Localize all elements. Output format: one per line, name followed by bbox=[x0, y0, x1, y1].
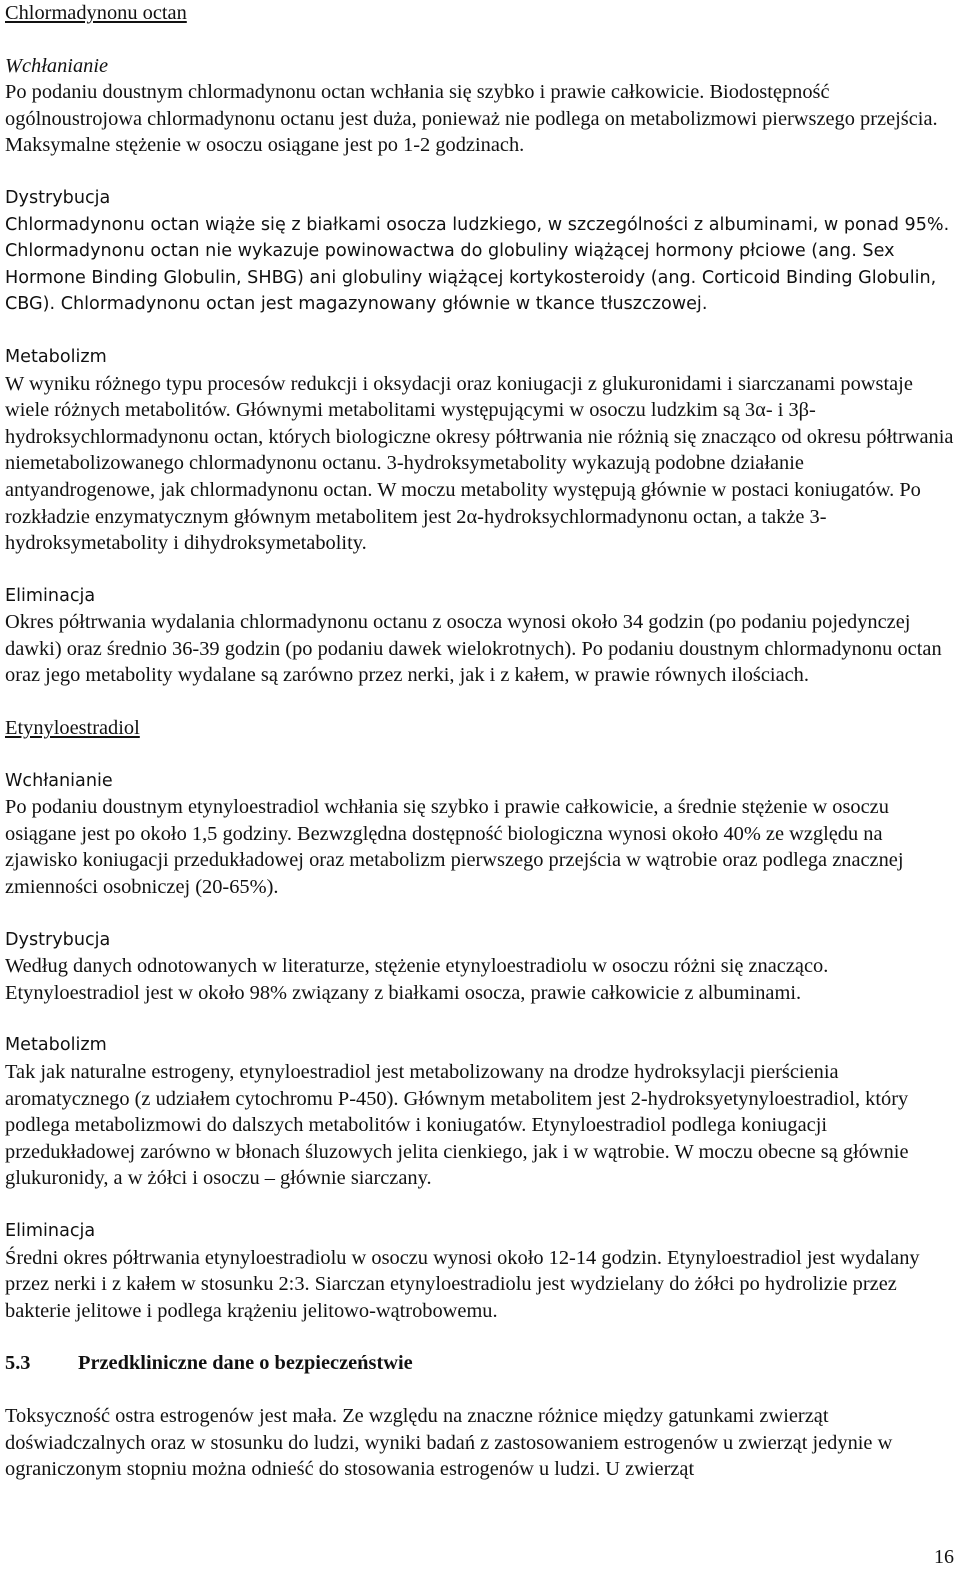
absorption-heading: Wchłanianie bbox=[5, 54, 109, 77]
absorption-heading: Wchłanianie bbox=[5, 770, 113, 791]
section-number: 5.3 bbox=[5, 1352, 31, 1375]
metabolism-text: Tak jak naturalne estrogeny, etynyloestradiol jest metabolizowany na drodze hydroksylacji pierścienia aromatycznego (z udziałem cytochromu P-450). Głównym metabolitem jest 2-hydroksyetynyloestradiol, który podlega metabolizmowi do dalszych metabolitów i koniugatów. Etynyloestradiol podlega koniugacji przedukładowej zarówno w błonach śluzowych jelita cienkiego, jak i w wątrobie. W moczu obecne są głównie glukuronidy, a w żółci i osoczu – głównie siarczany. bbox=[5, 1061, 909, 1190]
chlormadinone-absorption bbox=[5, 53, 955, 159]
elimination-heading: Eliminacja bbox=[5, 1220, 96, 1241]
metabolism-heading: Metabolizm bbox=[5, 346, 107, 367]
document-page bbox=[5, 0, 955, 1483]
absorption-text: Po podaniu doustnym etynyloestradiol wchłania się szybko i prawie całkowicie, a średnie stężenie w osoczu osiągane jest po około 1,5 godziny. Bezwzględna dostępność biologiczna wynosi około 40% ze względu na zjawisko koniugacji przedukładowej oraz metabolizm pierwszego przejścia w wątrobie oraz podlega znacznej zmienności osobniczej (20-65%). bbox=[5, 796, 904, 899]
ethinylestradiol-title: Etynyloestradiol bbox=[5, 717, 140, 740]
elimination-heading: Eliminacja bbox=[5, 585, 96, 606]
ethinylestradiol-absorption bbox=[5, 768, 955, 901]
ethinylestradiol-distribution bbox=[5, 927, 955, 1007]
ethinylestradiol-metabolism bbox=[5, 1032, 955, 1192]
metabolism-heading: Metabolizm bbox=[5, 1035, 107, 1056]
elimination-text: Okres półtrwania wydalania chlormadynonu octanu z osocza wynosi około 34 godzin (po podaniu pojedynczej dawki) oraz średnio 36-39 godzin (po podaniu dawek wielokrotnych). Po podaniu doustnym chlormadynonu octan oraz jego metabolity wydalane są zarówno przez nerki, jak i z kałem, w prawie równych ilościach. bbox=[5, 611, 942, 687]
absorption-text: Po podaniu doustnym chlormadynonu octan wchłania się szybko i prawie całkowicie. Biodostępność ogólnoustrojowa chlormadynonu octanu jest duża, ponieważ nie podlega on metabolizmowi pierwszego przejścia. Maksymalne stężenie w osoczu osiągane jest po 1-2 godzinach. bbox=[5, 81, 938, 157]
chlormadinone-metabolism bbox=[5, 344, 955, 557]
page-number: 16 bbox=[934, 1546, 954, 1568]
ethinylestradiol-elimination bbox=[5, 1218, 955, 1324]
distribution-heading: Dystrybucja bbox=[5, 929, 111, 950]
distribution-text: Chlormadynonu octan wiąże się z białkami osocza ludzkiego, w szczególności z albuminami, w ponad 95%. Chlormadynonu octan nie wykazuje powinowactwa do globuliny wiążącej hormony płciowe (ang. Sex Hormone Binding Globulin, SHBG) ani globuliny wiążącej kortykosteroidy (ang. Corticoid Binding Globulin, CBG). Chlormadynonu octan jest magazynowany głównie w tkance tłuszczowej. bbox=[5, 214, 950, 315]
distribution-heading: Dystrybucja bbox=[5, 187, 111, 208]
chlormadinone-title: Chlormadynonu octan bbox=[5, 2, 187, 24]
section-title: Przedkliniczne dane o bezpieczeństwie bbox=[78, 1352, 413, 1375]
elimination-text: Średni okres półtrwania etynyloestradiolu w osoczu wynosi około 12-14 godzin. Etynyloestradiol jest wydalany przez nerki i z kałem w stosunku 2:3. Siarczan etynyloestradiolu jest wydzielany do żółci po hydrolizie przez bakterie jelitowe i podlega krążeniu jelitowo-wątrobowemu. bbox=[5, 1246, 920, 1322]
distribution-text: Według danych odnotowanych w literaturze, stężenie etynyloestradiolu w osoczu różni się znacząco. Etynyloestradiol jest w około 98% związany z białkami osocza, prawie całkowicie z albuminami. bbox=[5, 955, 829, 1004]
section-heading bbox=[5, 1350, 955, 1377]
metabolism-text: W wyniku różnego typu procesów redukcji i oksydacji oraz koniugacji z glukuronidami i siarczanami powstaje wiele różnych metabolitów. Głównymi metabolitami występującymi w osoczu ludzkim są 3α- i 3β-hydroksychlormadynonu octan, których biologiczne okresy półtrwania nie różnią się znacząco od okresu półtrwania niemetabolizowanego chlormadynonu octanu. 3-hydroksymetabolity wykazują podobne działanie antyandrogenowe, jak chlormadynonu octan. W moczu metabolity występują głównie w postaci koniugatów. Po rozkładzie enzymatycznym głównym metabolitem jest 2α-hydroksychlormadynonu octan, a także 3-hydroksymetabolity i dihydroksymetabolity. bbox=[5, 372, 954, 555]
section-text: Toksyczność ostra estrogenów jest mała. Ze względu na znaczne różnice między gatunkami zwierząt doświadczalnych oraz w stosunku do ludzi, wyniki badań z zastosowaniem estrogenów u zwierząt jedynie w ograniczonym stopniu można odnieść do stosowania estrogenów u ludzi. U zwierząt bbox=[5, 1404, 893, 1481]
chlormadinone-elimination bbox=[5, 583, 955, 689]
chlormadinone-distribution bbox=[5, 185, 955, 318]
